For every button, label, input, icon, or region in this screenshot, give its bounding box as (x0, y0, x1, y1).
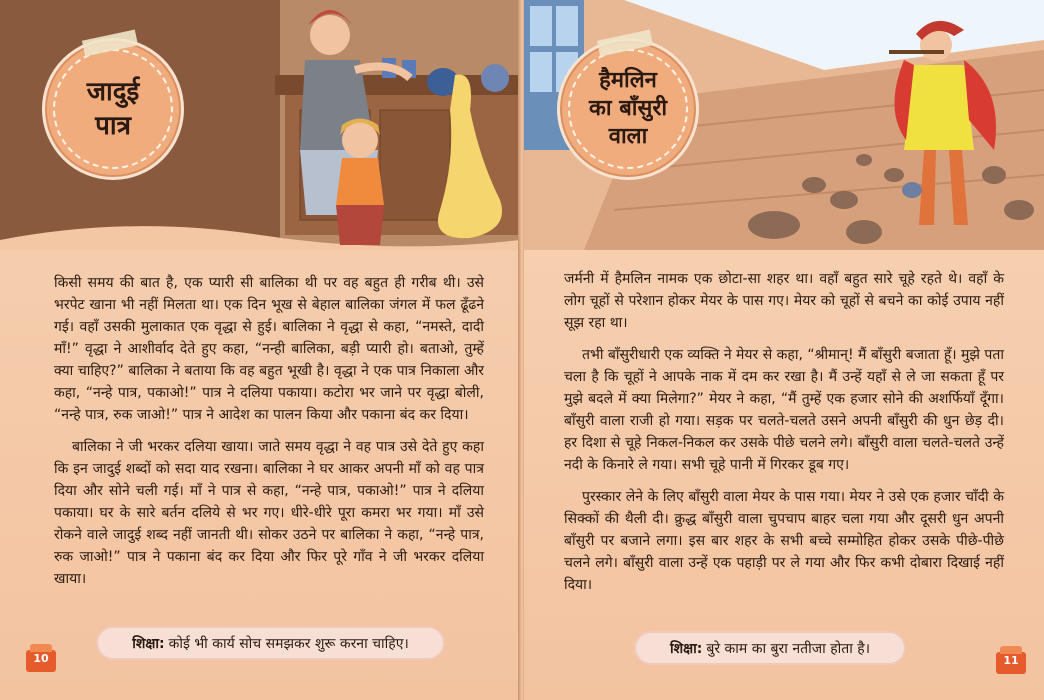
story-paragraph: पुरस्कार लेने के लिए बाँसुरी वाला मेयर के पास गया। मेयर ने उसे एक हजार चाँदी के सिक्कों की थैली दी। क्रुद्ध बाँसुरी वाला चुपचाप बाहर चला गया और दूसरी धुन अपनी बाँसुरी पर बजाने लगा। इस बार शहर के सभी बच्चे सम्मोहित होकर उसके पीछे-पीछे चलने लगे। बाँसुरी वाला उन्हें एक पहाड़ी पर ले गया और फिर कभी दोबारा दिखाई नहीं दिया। (564, 489, 1004, 593)
story-text (54, 272, 484, 600)
moral-text: कोई भी कार्य सोच समझकर शुरू करना चाहिए। (168, 635, 409, 652)
moral-box (98, 628, 443, 658)
story-paragraph: बालिका ने जी भरकर दलिया खाया। जाते समय वृद्धा ने वह पात्र उसे देते हुए कहा कि इन जादुई शब्दों को सदा याद रखना। बालिका ने घर आकर अपनी माँ को वह पात्र दिया और सोने चली गई। माँ ने पात्र से कहा, “नन्हे पात्र, पकाओ!” पात्र ने दलिया पकाया। घर के सारे बर्तन दलिये से भर गए। धीरे-धीरे पूरा कमरा भर गया। माँ उसे रोकने वाले जादुई शब्द नहीं जानती थी। सोकर उठने पर बालिका ने कहा, “नन्हे पात्र, रुक जाओ!” पात्र ने पकाना बंद कर दिया और फिर पूरे गाँव ने जी भरकर दलिया खाया। (54, 439, 484, 587)
story-paragraph: तभी बाँसुरीधारी एक व्यक्ति ने मेयर से कहा, “श्रीमान्! मैं बाँसुरी बजाता हूँ। मुझे पता चला है कि चूहों ने आपके नाक में दम कर रखा है। मैं उन्हें यहाँ से ले जा सकता हूँ पर मुझे बदले में क्या मिलेगा?” मेयर ने कहा, “मैं तुम्हें एक हजार सोने की अशर्फियाँ दूँगा। बाँसुरी वाला राजी हो गया। सड़क पर चलते-चलते उसने अपनी बाँसुरी की धुन छेड़ दी। हर दिशा से चूहे निकल-निकल कर उसके पीछे चलने लगे। बाँसुरी वाला चलते-चलते उन्हें नदी के किनारे ले गया। सभी चूहे पानी में गिरकर डूब गए। (564, 347, 1004, 473)
story-paragraph: जर्मनी में हैमलिन नामक एक छोटा-सा शहर था। वहाँ बहुत सारे चूहे रहते थे। वहाँ के लोग चूहों से परेशान होकर मेयर के पास गए। मेयर को चूहों से बचने का कोई उपाय नहीं सूझ रहा था। (564, 271, 1004, 331)
page-number: 11 (996, 652, 1026, 674)
story-title-badge (42, 38, 184, 180)
right-page (524, 0, 1044, 700)
moral-label: शिक्षा: (132, 635, 165, 652)
moral-label: शिक्षा: (669, 640, 703, 657)
story-text (564, 268, 1004, 606)
moral-text: बुरे काम का बुरा नतीजा होता है। (706, 640, 871, 657)
story-title-badge (557, 38, 699, 180)
story-paragraph: किसी समय की बात है, एक प्यारी सी बालिका थी पर वह बहुत ही गरीब थी। उसे भरपेट खाना भी नहीं मिलता था। एक दिन भूख से बेहाल बालिका जंगल में फल ढूँढने गई। वहाँ उसकी मुलाकात एक वृद्धा से हुई। बालिका ने वृद्धा से कहा, “नमस्ते, दादी माँ!” वृद्धा ने आशीर्वाद देते हुए कहा, “नन्ही बालिका, बड़ी प्यारी हो। बताओ, तुम्हें क्या चाहिए?” बालिका ने बताया कि वह बहुत भूखी है। वृद्धा ने एक पात्र निकाला और कहा, “नन्हे पात्र, पकाओ!” पात्र ने दलिया पकाया। कटोरा भर जाने पर वृद्धा बोली, “नन्हे पात्र, रुक जाओ!” पात्र ने आदेश का पालन किया और पकाना बंद कर दिया। (54, 275, 484, 423)
page-number: 10 (26, 650, 56, 672)
moral-box (636, 633, 904, 663)
story-title: हैमलिन का बाँसुरी वाला (588, 68, 668, 149)
story-title: जादुई पात्र (86, 77, 140, 141)
left-page (0, 0, 520, 700)
